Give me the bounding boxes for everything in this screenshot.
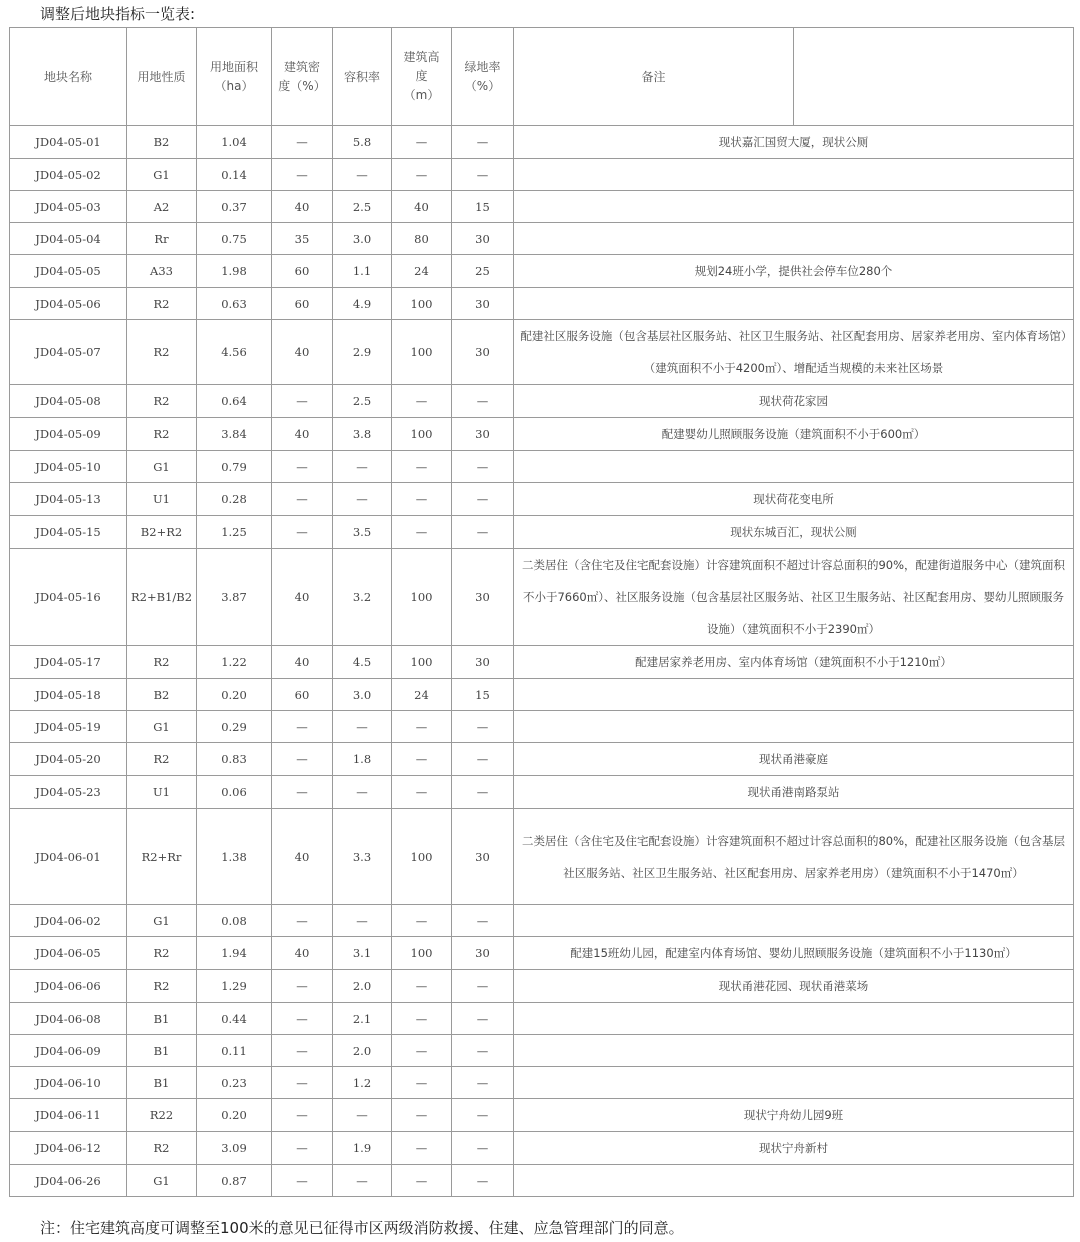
cell-remark xyxy=(514,1165,1074,1197)
cell-floor-area-ratio: 4.5 xyxy=(333,646,392,679)
cell-floor-area-ratio: 4.9 xyxy=(333,288,392,320)
table-row xyxy=(10,809,1074,905)
cell-remark xyxy=(514,1035,1074,1067)
cell-land-area: 1.98 xyxy=(197,255,272,288)
cell-land-use-nature: Rr xyxy=(127,223,197,255)
cell-land-use-nature: R2+Rr xyxy=(127,809,197,905)
cell-remark: 配建社区服务设施（包含基层社区服务站、社区卫生服务站、社区配套用房、居家养老用房、室内体育场馆）（建筑面积不小于4200㎡）、增配适当规模的未来社区场景 xyxy=(514,320,1074,385)
cell-plot-name: JD04-06-26 xyxy=(10,1165,127,1197)
cell-floor-area-ratio: 3.8 xyxy=(333,418,392,451)
cell-land-area: 1.04 xyxy=(197,126,272,159)
cell-building-density: — xyxy=(272,483,333,516)
cell-building-density: — xyxy=(272,743,333,776)
cell-green-ratio: — xyxy=(452,1067,514,1099)
cell-land-use-nature: B1 xyxy=(127,1003,197,1035)
cell-plot-name: JD04-05-13 xyxy=(10,483,127,516)
cell-land-area: 1.29 xyxy=(197,970,272,1003)
cell-land-use-nature: G1 xyxy=(127,1165,197,1197)
cell-land-use-nature: R2 xyxy=(127,1132,197,1165)
cell-remark: 现状嘉汇国贸大厦，现状公厕 xyxy=(514,126,1074,159)
cell-building-density: 60 xyxy=(272,255,333,288)
cell-building-density: — xyxy=(272,451,333,483)
cell-building-density: — xyxy=(272,1003,333,1035)
cell-land-area: 1.94 xyxy=(197,937,272,970)
cell-building-density: 60 xyxy=(272,288,333,320)
cell-floor-area-ratio: — xyxy=(333,1165,392,1197)
cell-remark: 现状荷花家园 xyxy=(514,385,1074,418)
table-row xyxy=(10,679,1074,711)
cell-building-height: — xyxy=(392,776,452,809)
header-land-use-nature: 用地性质 xyxy=(127,28,197,126)
cell-remark xyxy=(514,159,1074,191)
cell-remark xyxy=(514,679,1074,711)
cell-plot-name: JD04-05-08 xyxy=(10,385,127,418)
cell-plot-name: JD04-06-01 xyxy=(10,809,127,905)
cell-land-use-nature: U1 xyxy=(127,483,197,516)
table-row xyxy=(10,549,1074,646)
cell-plot-name: JD04-06-09 xyxy=(10,1035,127,1067)
cell-building-height: — xyxy=(392,126,452,159)
cell-building-density: — xyxy=(272,385,333,418)
cell-building-height: — xyxy=(392,1003,452,1035)
cell-floor-area-ratio: 1.1 xyxy=(333,255,392,288)
cell-building-density: 60 xyxy=(272,679,333,711)
cell-land-area: 0.63 xyxy=(197,288,272,320)
cell-land-area: 0.44 xyxy=(197,1003,272,1035)
cell-building-height: 100 xyxy=(392,646,452,679)
plot-indicator-table xyxy=(9,27,1074,1197)
header-remark: 备注 xyxy=(514,28,1074,126)
cell-building-height: — xyxy=(392,1099,452,1132)
cell-land-area: 0.28 xyxy=(197,483,272,516)
cell-remark: 现状甬港豪庭 xyxy=(514,743,1074,776)
cell-green-ratio: 30 xyxy=(452,223,514,255)
table-row xyxy=(10,1003,1074,1035)
cell-building-height: — xyxy=(392,159,452,191)
cell-floor-area-ratio: 2.9 xyxy=(333,320,392,385)
cell-land-area: 3.09 xyxy=(197,1132,272,1165)
cell-land-area: 1.38 xyxy=(197,809,272,905)
cell-land-use-nature: R2 xyxy=(127,743,197,776)
cell-floor-area-ratio: — xyxy=(333,776,392,809)
table-row xyxy=(10,516,1074,549)
table-row xyxy=(10,711,1074,743)
cell-building-height: 80 xyxy=(392,223,452,255)
cell-plot-name: JD04-06-10 xyxy=(10,1067,127,1099)
cell-floor-area-ratio: 5.8 xyxy=(333,126,392,159)
cell-floor-area-ratio: 3.3 xyxy=(333,809,392,905)
table-row xyxy=(10,191,1074,223)
cell-building-density: 40 xyxy=(272,549,333,646)
cell-green-ratio: — xyxy=(452,1003,514,1035)
cell-land-use-nature: B2 xyxy=(127,679,197,711)
cell-land-area: 0.23 xyxy=(197,1067,272,1099)
cell-remark xyxy=(514,1067,1074,1099)
page-title: 调整后地块指标一览表: xyxy=(40,5,196,23)
cell-land-area: 4.56 xyxy=(197,320,272,385)
table-row xyxy=(10,320,1074,385)
cell-building-height: — xyxy=(392,1165,452,1197)
cell-building-density: — xyxy=(272,905,333,937)
cell-floor-area-ratio: — xyxy=(333,1099,392,1132)
table-row xyxy=(10,483,1074,516)
cell-land-area: 0.08 xyxy=(197,905,272,937)
cell-building-height: — xyxy=(392,1132,452,1165)
cell-plot-name: JD04-05-01 xyxy=(10,126,127,159)
cell-land-area: 0.11 xyxy=(197,1035,272,1067)
cell-plot-name: JD04-05-09 xyxy=(10,418,127,451)
cell-building-height: — xyxy=(392,483,452,516)
cell-land-use-nature: A33 xyxy=(127,255,197,288)
cell-land-use-nature: G1 xyxy=(127,451,197,483)
cell-remark: 配建居家养老用房、室内体育场馆（建筑面积不小于1210㎡） xyxy=(514,646,1074,679)
cell-land-area: 0.87 xyxy=(197,1165,272,1197)
cell-remark: 配建15班幼儿园，配建室内体育场馆、婴幼儿照顾服务设施（建筑面积不小于1130㎡） xyxy=(514,937,1074,970)
cell-plot-name: JD04-06-11 xyxy=(10,1099,127,1132)
cell-plot-name: JD04-05-23 xyxy=(10,776,127,809)
cell-land-use-nature: G1 xyxy=(127,905,197,937)
cell-green-ratio: 15 xyxy=(452,191,514,223)
cell-land-area: 0.20 xyxy=(197,1099,272,1132)
cell-remark xyxy=(514,288,1074,320)
cell-plot-name: JD04-06-06 xyxy=(10,970,127,1003)
cell-building-density: 35 xyxy=(272,223,333,255)
cell-plot-name: JD04-05-16 xyxy=(10,549,127,646)
cell-plot-name: JD04-05-19 xyxy=(10,711,127,743)
cell-floor-area-ratio: 3.5 xyxy=(333,516,392,549)
table-row xyxy=(10,1132,1074,1165)
table-row xyxy=(10,970,1074,1003)
cell-land-area: 0.29 xyxy=(197,711,272,743)
cell-green-ratio: — xyxy=(452,126,514,159)
cell-land-area: 1.22 xyxy=(197,646,272,679)
cell-building-height: 40 xyxy=(392,191,452,223)
cell-plot-name: JD04-05-10 xyxy=(10,451,127,483)
table-row xyxy=(10,743,1074,776)
cell-land-use-nature: U1 xyxy=(127,776,197,809)
cell-land-use-nature: R2 xyxy=(127,646,197,679)
cell-floor-area-ratio: — xyxy=(333,483,392,516)
cell-land-use-nature: R2 xyxy=(127,970,197,1003)
cell-plot-name: JD04-06-08 xyxy=(10,1003,127,1035)
header-plot-name: 地块名称 xyxy=(10,28,127,126)
header-building-height: 建筑高 度 （m） xyxy=(392,28,452,126)
cell-plot-name: JD04-05-07 xyxy=(10,320,127,385)
cell-building-density: — xyxy=(272,776,333,809)
cell-floor-area-ratio: 2.1 xyxy=(333,1003,392,1035)
cell-building-density: — xyxy=(272,126,333,159)
cell-building-height: — xyxy=(392,905,452,937)
cell-building-height: — xyxy=(392,970,452,1003)
cell-building-density: — xyxy=(272,1067,333,1099)
cell-remark xyxy=(514,905,1074,937)
cell-floor-area-ratio: 3.0 xyxy=(333,679,392,711)
table-body xyxy=(10,126,1074,1197)
cell-floor-area-ratio: 1.8 xyxy=(333,743,392,776)
cell-building-height: 100 xyxy=(392,937,452,970)
cell-building-density: — xyxy=(272,1099,333,1132)
cell-land-use-nature: R2 xyxy=(127,418,197,451)
cell-land-area: 0.75 xyxy=(197,223,272,255)
cell-plot-name: JD04-05-18 xyxy=(10,679,127,711)
cell-land-area: 3.84 xyxy=(197,418,272,451)
cell-green-ratio: 30 xyxy=(452,646,514,679)
cell-building-density: 40 xyxy=(272,191,333,223)
cell-plot-name: JD04-06-05 xyxy=(10,937,127,970)
cell-building-height: 24 xyxy=(392,255,452,288)
cell-land-use-nature: R2 xyxy=(127,385,197,418)
cell-floor-area-ratio: — xyxy=(333,159,392,191)
header-green-ratio: 绿地率 （%） xyxy=(452,28,514,126)
cell-building-height: — xyxy=(392,1035,452,1067)
cell-land-area: 0.14 xyxy=(197,159,272,191)
cell-floor-area-ratio: 2.0 xyxy=(333,970,392,1003)
cell-land-area: 1.25 xyxy=(197,516,272,549)
cell-green-ratio: — xyxy=(452,905,514,937)
cell-green-ratio: — xyxy=(452,385,514,418)
cell-green-ratio: 30 xyxy=(452,288,514,320)
cell-plot-name: JD04-06-02 xyxy=(10,905,127,937)
cell-building-density: — xyxy=(272,1035,333,1067)
cell-land-area: 0.06 xyxy=(197,776,272,809)
cell-land-use-nature: G1 xyxy=(127,711,197,743)
table-header-row xyxy=(10,28,1074,126)
header-floor-area-ratio: 容积率 xyxy=(333,28,392,126)
cell-building-height: 24 xyxy=(392,679,452,711)
cell-remark xyxy=(514,1003,1074,1035)
cell-floor-area-ratio: 1.2 xyxy=(333,1067,392,1099)
cell-land-use-nature: B2+R2 xyxy=(127,516,197,549)
header-land-area: 用地面积 （ha） xyxy=(197,28,272,126)
cell-remark: 现状甬港南路泵站 xyxy=(514,776,1074,809)
cell-remark: 二类居住（含住宅及住宅配套设施）计容建筑面积不超过计容总面积的80%，配建社区服务设施（包含基层社区服务站、社区卫生服务站、社区配套用房、居家养老用房）（建筑面积不小于1470㎡） xyxy=(514,809,1074,905)
cell-floor-area-ratio: 1.9 xyxy=(333,1132,392,1165)
cell-land-use-nature: R2 xyxy=(127,937,197,970)
cell-remark: 现状甬港花园、现状甬港菜场 xyxy=(514,970,1074,1003)
cell-land-area: 0.37 xyxy=(197,191,272,223)
cell-building-height: — xyxy=(392,743,452,776)
cell-green-ratio: — xyxy=(452,483,514,516)
cell-plot-name: JD04-06-12 xyxy=(10,1132,127,1165)
cell-floor-area-ratio: 2.5 xyxy=(333,191,392,223)
cell-remark xyxy=(514,451,1074,483)
cell-green-ratio: — xyxy=(452,159,514,191)
table-row xyxy=(10,451,1074,483)
cell-building-height: — xyxy=(392,711,452,743)
cell-building-density: — xyxy=(272,970,333,1003)
cell-floor-area-ratio: — xyxy=(333,905,392,937)
cell-green-ratio: — xyxy=(452,1132,514,1165)
cell-building-height: — xyxy=(392,451,452,483)
cell-remark: 二类居住（含住宅及住宅配套设施）计容建筑面积不超过计容总面积的90%，配建街道服务中心（建筑面积不小于7660㎡）、社区服务设施（包含基层社区服务站、社区卫生服务站、社区配套用房、婴幼儿照顾服务设施）（建筑面积不小于2390㎡） xyxy=(514,549,1074,646)
cell-remark: 规划24班小学，提供社会停车位280个 xyxy=(514,255,1074,288)
cell-land-area: 0.64 xyxy=(197,385,272,418)
cell-remark: 现状宁舟新村 xyxy=(514,1132,1074,1165)
cell-floor-area-ratio: 2.0 xyxy=(333,1035,392,1067)
footnote: 注：住宅建筑高度可调整至100米的意见已征得市区两级消防救援、住建、应急管理部门的同意。 xyxy=(40,1219,684,1237)
cell-green-ratio: — xyxy=(452,1035,514,1067)
cell-building-density: 40 xyxy=(272,418,333,451)
cell-green-ratio: — xyxy=(452,970,514,1003)
table-row xyxy=(10,1035,1074,1067)
cell-building-height: — xyxy=(392,1067,452,1099)
cell-plot-name: JD04-05-06 xyxy=(10,288,127,320)
cell-remark: 现状宁舟幼儿园9班 xyxy=(514,1099,1074,1132)
cell-building-density: — xyxy=(272,711,333,743)
table-row xyxy=(10,646,1074,679)
cell-building-density: — xyxy=(272,159,333,191)
cell-land-use-nature: R22 xyxy=(127,1099,197,1132)
cell-building-density: 40 xyxy=(272,809,333,905)
cell-building-height: — xyxy=(392,385,452,418)
cell-building-height: 100 xyxy=(392,320,452,385)
cell-green-ratio: 30 xyxy=(452,418,514,451)
cell-building-density: 40 xyxy=(272,646,333,679)
cell-building-height: — xyxy=(392,516,452,549)
cell-remark xyxy=(514,223,1074,255)
cell-building-density: — xyxy=(272,1165,333,1197)
cell-land-use-nature: B2 xyxy=(127,126,197,159)
table-row xyxy=(10,1067,1074,1099)
cell-land-use-nature: B1 xyxy=(127,1035,197,1067)
cell-green-ratio: 25 xyxy=(452,255,514,288)
cell-green-ratio: — xyxy=(452,776,514,809)
cell-remark: 现状荷花变电所 xyxy=(514,483,1074,516)
cell-plot-name: JD04-05-15 xyxy=(10,516,127,549)
table-row xyxy=(10,223,1074,255)
cell-land-area: 3.87 xyxy=(197,549,272,646)
cell-floor-area-ratio: — xyxy=(333,451,392,483)
table-row xyxy=(10,1165,1074,1197)
cell-green-ratio: 15 xyxy=(452,679,514,711)
cell-building-density: 40 xyxy=(272,320,333,385)
table-row xyxy=(10,905,1074,937)
cell-plot-name: JD04-05-05 xyxy=(10,255,127,288)
cell-land-use-nature: B1 xyxy=(127,1067,197,1099)
cell-green-ratio: — xyxy=(452,743,514,776)
cell-building-height: 100 xyxy=(392,418,452,451)
cell-plot-name: JD04-05-17 xyxy=(10,646,127,679)
cell-green-ratio: — xyxy=(452,1099,514,1132)
header-building-density: 建筑密 度（%） xyxy=(272,28,333,126)
cell-plot-name: JD04-05-03 xyxy=(10,191,127,223)
cell-building-height: 100 xyxy=(392,809,452,905)
cell-building-density: — xyxy=(272,1132,333,1165)
cell-floor-area-ratio: 3.1 xyxy=(333,937,392,970)
cell-land-area: 0.83 xyxy=(197,743,272,776)
cell-land-use-nature: G1 xyxy=(127,159,197,191)
cell-green-ratio: — xyxy=(452,711,514,743)
table-row xyxy=(10,255,1074,288)
cell-green-ratio: 30 xyxy=(452,937,514,970)
cell-plot-name: JD04-05-20 xyxy=(10,743,127,776)
table-row xyxy=(10,159,1074,191)
table-row xyxy=(10,1099,1074,1132)
cell-land-area: 0.20 xyxy=(197,679,272,711)
cell-plot-name: JD04-05-02 xyxy=(10,159,127,191)
cell-remark xyxy=(514,191,1074,223)
cell-remark xyxy=(514,711,1074,743)
table-row xyxy=(10,776,1074,809)
cell-building-density: — xyxy=(272,516,333,549)
cell-green-ratio: — xyxy=(452,451,514,483)
cell-land-use-nature: R2+B1/B2 xyxy=(127,549,197,646)
cell-floor-area-ratio: 3.2 xyxy=(333,549,392,646)
table-row xyxy=(10,288,1074,320)
cell-green-ratio: — xyxy=(452,516,514,549)
cell-green-ratio: 30 xyxy=(452,809,514,905)
table-row xyxy=(10,418,1074,451)
cell-floor-area-ratio: 3.0 xyxy=(333,223,392,255)
cell-land-use-nature: A2 xyxy=(127,191,197,223)
cell-land-use-nature: R2 xyxy=(127,288,197,320)
cell-green-ratio: 30 xyxy=(452,549,514,646)
cell-floor-area-ratio: — xyxy=(333,711,392,743)
cell-floor-area-ratio: 2.5 xyxy=(333,385,392,418)
cell-land-use-nature: R2 xyxy=(127,320,197,385)
cell-green-ratio: 30 xyxy=(452,320,514,385)
table-row xyxy=(10,937,1074,970)
cell-land-area: 0.79 xyxy=(197,451,272,483)
cell-remark: 现状东城百汇，现状公厕 xyxy=(514,516,1074,549)
table-row xyxy=(10,126,1074,159)
table-row xyxy=(10,385,1074,418)
cell-plot-name: JD04-05-04 xyxy=(10,223,127,255)
cell-building-height: 100 xyxy=(392,288,452,320)
cell-building-height: 100 xyxy=(392,549,452,646)
cell-remark: 配建婴幼儿照顾服务设施（建筑面积不小于600㎡） xyxy=(514,418,1074,451)
cell-green-ratio: — xyxy=(452,1165,514,1197)
cell-building-density: 40 xyxy=(272,937,333,970)
